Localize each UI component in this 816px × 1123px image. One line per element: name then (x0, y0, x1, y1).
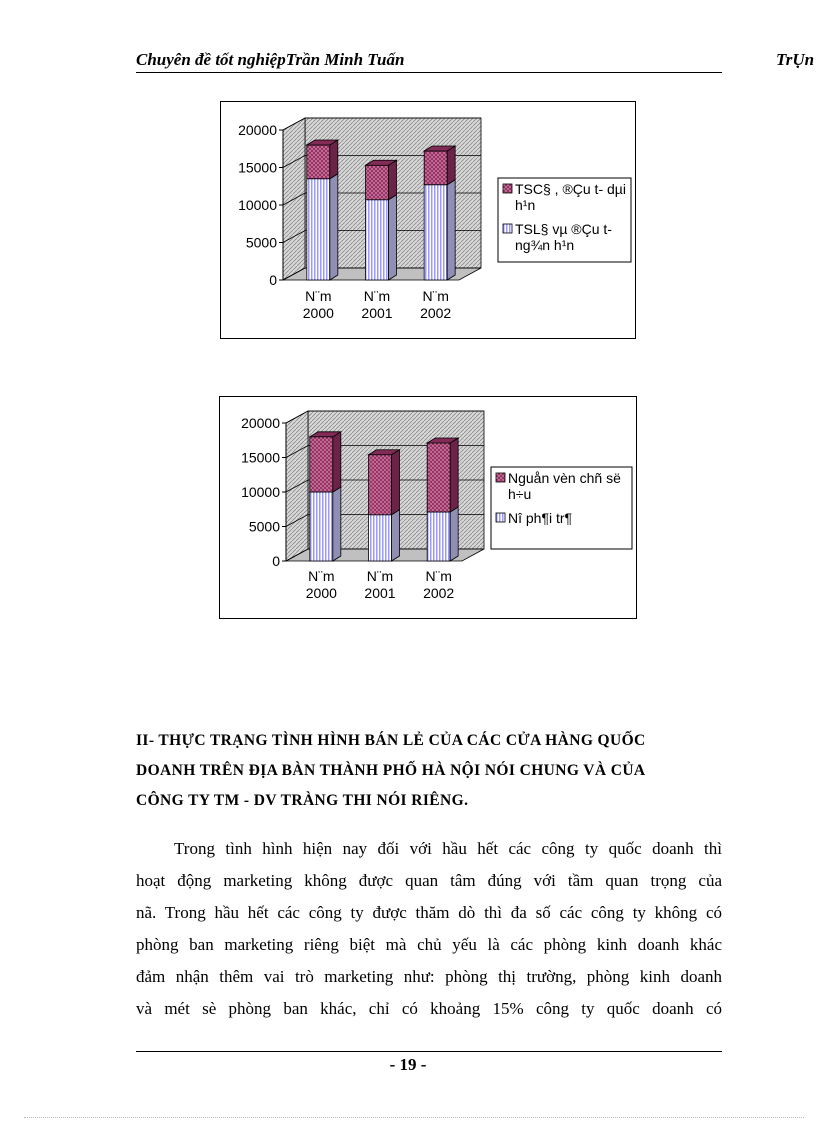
section-heading-line: CÔNG TY TM - DV TRÀNG THI NÓI RIÊNG. (136, 792, 469, 809)
body-paragraph (136, 833, 722, 1025)
x-category-label: N¨m (363, 288, 391, 304)
section-heading-line: II- THỰC TRẠNG TÌNH HÌNH BÁN LẺ CỦA CÁC CỬA HÀNG QUỐC (136, 732, 646, 749)
bar-segment-side (450, 438, 458, 512)
x-category-label: 2000 (305, 585, 337, 601)
bar-segment-side (330, 140, 338, 179)
bar-segment-front (366, 165, 389, 200)
x-category-label: 2002 (423, 585, 455, 601)
body-line: đảm nhận thêm vai trò marketing như: phòng thị trường, phòng kinh doanh (136, 967, 722, 986)
bar-segment-side (333, 432, 341, 492)
x-category-label: 2002 (420, 305, 452, 321)
bar-segment-side (330, 174, 338, 280)
legend-label: h÷u (508, 486, 532, 502)
x-category-label: N¨m (366, 568, 394, 584)
bar-segment-front (369, 455, 392, 515)
bar-segment-side (392, 510, 400, 561)
bar-segment-side (392, 450, 400, 515)
x-category-label: N¨m (308, 568, 335, 584)
legend-swatch (503, 184, 512, 193)
chart-capital (219, 396, 637, 619)
bar-segment-front (369, 515, 392, 561)
bar-segment-front (424, 151, 447, 185)
legend-swatch (496, 513, 505, 522)
y-tick-label: 20000 (241, 415, 280, 431)
legend-label: Nguån vèn chñ së (508, 470, 621, 486)
x-category-label: 2001 (364, 585, 396, 601)
legend-label: TSC§ , ®Çu t- dµi (515, 181, 626, 197)
body-line: phòng ban marketing riêng biệt mà chủ yếu là các phòng kinh doanh khác (136, 935, 722, 954)
section-heading-line: DOANH TRÊN ĐỊA BÀN THÀNH PHỐ HÀ NỘI NÓI CHUNG VÀ CỦA (136, 762, 646, 779)
bar-segment-front (307, 145, 330, 179)
footer-rule (136, 1051, 722, 1052)
running-header-right: TrỤn (776, 50, 815, 69)
x-category-label: N¨m (305, 288, 332, 304)
y-tick-label: 5000 (245, 234, 277, 251)
chart-assets (220, 101, 636, 339)
body-line: nã. Trong hầu hết các công ty được thăm dò thì đa số các công ty không có (136, 903, 722, 922)
x-category-label: 2000 (302, 305, 334, 321)
x-category-label: 2001 (361, 305, 393, 321)
chart-svg (220, 397, 636, 618)
page-number: - 19 - (389, 1055, 427, 1074)
chart-svg (221, 102, 635, 338)
bar-segment-front (424, 185, 447, 280)
y-tick-label: 10000 (238, 197, 277, 213)
body-line: Trong tình hình hiện nay đối với hầu hết các công ty quốc doanh thì (174, 839, 722, 858)
legend-label: Nî ph¶i tr¶ (508, 510, 573, 526)
legend-label: h¹n (515, 197, 536, 213)
x-category-label: N¨m (422, 288, 449, 304)
bar-segment-front (307, 179, 330, 280)
bar-segment-side (333, 487, 341, 561)
bar-segment-side (389, 160, 397, 200)
body-line: và mét sè phòng ban khác, chỉ có khoảng 15% công ty quốc doanh có (136, 999, 722, 1018)
y-tick-label: 20000 (238, 122, 277, 138)
bar-segment-side (450, 507, 458, 561)
bar-segment-front (310, 437, 333, 492)
bar-segment-front (310, 492, 333, 561)
y-tick-label: 0 (269, 272, 277, 288)
bar-segment-side (389, 195, 397, 280)
header-rule (136, 72, 722, 73)
legend-swatch (503, 224, 512, 233)
y-tick-label: 5000 (248, 518, 280, 535)
x-category-label: N¨m (425, 568, 452, 584)
running-header-left: Chuyên đề tốt nghiệpTrần Minh Tuấn (136, 50, 405, 69)
legend-swatch (496, 473, 505, 482)
y-tick-label: 15000 (238, 159, 277, 176)
legend-label: TSL§ vµ ®Çu t- (515, 221, 612, 237)
legend-label: ng¾n h¹n (515, 237, 575, 253)
body-line: hoạt động marketing không được quan tâm đúng với tầm quan trọng của (136, 871, 722, 890)
y-tick-label: 0 (272, 553, 280, 569)
bar-segment-side (447, 180, 455, 280)
page-edge-dots (24, 1117, 804, 1118)
section-heading (136, 726, 722, 816)
y-tick-label: 10000 (241, 484, 280, 500)
bar-segment-front (427, 443, 450, 512)
y-tick-label: 15000 (241, 449, 280, 466)
bar-segment-front (366, 200, 389, 280)
bar-segment-side (447, 146, 455, 185)
bar-segment-front (427, 512, 450, 561)
